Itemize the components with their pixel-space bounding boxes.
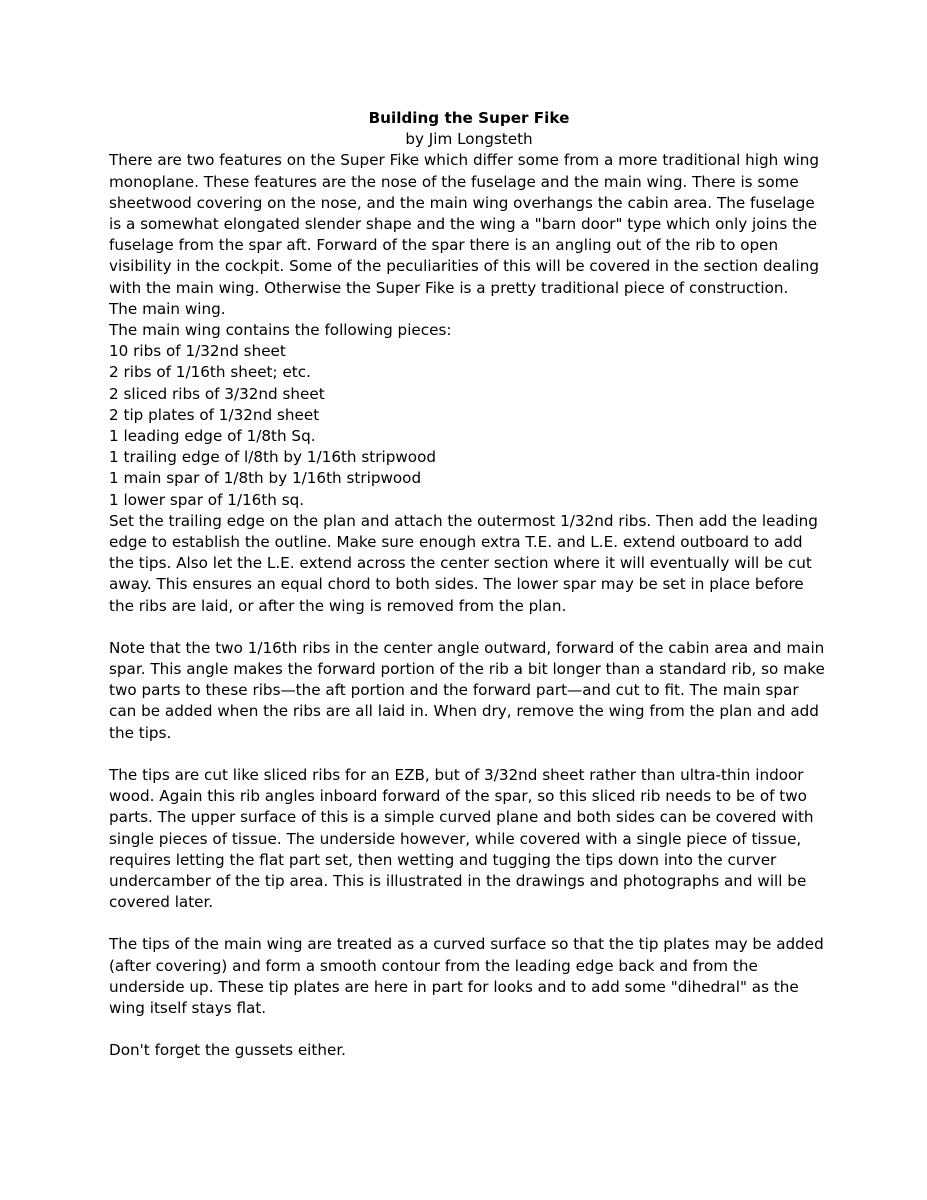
pieces-list-item: 1 leading edge of 1/8th Sq. — [109, 427, 316, 446]
paragraph-gap — [109, 1019, 829, 1040]
document-byline: by Jim Longsteth — [405, 130, 533, 149]
pieces-list-item: 10 ribs of 1/32nd sheet — [109, 342, 286, 361]
tip-plates-paragraph: The tips of the main wing are treated as a curved surface so that the tip plates may be added (after covering) and form a smooth contour from the leading edge back and from the underside up. These tip plates are here in part for looks and to add some "dihedral" as the wing itself stays flat. — [109, 935, 824, 1017]
paragraph-gap — [109, 617, 829, 638]
document-body — [109, 108, 829, 1061]
paragraph-gap — [109, 913, 829, 934]
paragraph-gap — [109, 744, 829, 765]
pieces-list-item: 2 ribs of 1/16th sheet; etc. — [109, 363, 311, 382]
tips-paragraph: The tips are cut like sliced ribs for an EZB, but of 3/32nd sheet rather than ultra-thin indoor wood. Again this rib angles inboard forward of the spar, so this sliced rib needs to be of two parts. The upper surface of this is a simple curved plane and both sides can be covered with single pieces of tissue. The underside however, while covered with a single piece of tissue, requires letting the flat part set, then wetting and tugging the tips down into the curver undercamber of the tip area. This is illustrated in the drawings and photographs and will be covered later. — [109, 765, 814, 912]
gussets-paragraph: Don't forget the gussets either. — [109, 1041, 346, 1060]
assembly-paragraph: Set the trailing edge on the plan and attach the outermost 1/32nd ribs. Then add the leading edge to establish the outline. Make sure enough extra T.E. and L.E. extend outboard to add the tips. Also let the L.E. extend across the center section where it will eventually will be cut away. This ensures an equal chord to both sides. The lower spar may be set in place before the ribs are laid, or after the wing is removed from the plan. — [109, 511, 818, 615]
intro-paragraph: There are two features on the Super Fike which differ some from a more traditional high wing monoplane. These features are the nose of the fuselage and the main wing. There is some sheetwood covering on the nose, and the main wing overhangs the cabin area. The fuselage is a somewhat elongated slender shape and the wing a "barn door" type which only joins the fuselage from the spar aft. Forward of the spar there is an angling out of the rib to open visibility in the cockpit. Some of the peculiarities of this will be covered in the section dealing with the main wing. Otherwise the Super Fike is a pretty traditional piece of construction. — [109, 151, 820, 297]
pieces-list-item: 2 tip plates of 1/32nd sheet — [109, 405, 320, 424]
pieces-list-item: 1 main spar of 1/8th by 1/16th stripwood — [109, 469, 422, 488]
pieces-list-item: 2 sliced ribs of 3/32nd sheet — [109, 384, 325, 403]
pieces-list-item: 1 lower spar of 1/16th sq. — [109, 490, 305, 509]
pieces-list-item: 1 trailing edge of l/8th by 1/16th stripwood — [109, 448, 437, 467]
section-heading: The main wing. — [109, 299, 226, 318]
pieces-intro: The main wing contains the following pieces: — [109, 321, 452, 340]
center-ribs-paragraph: Note that the two 1/16th ribs in the center angle outward, forward of the cabin area and main spar. This angle makes the forward portion of the rib a bit longer than a standard rib, so make two parts to these ribs—the aft portion and the forward part—and cut to fit. The main spar can be added when the ribs are all laid in. When dry, remove the wing from the plan and add the tips. — [109, 638, 825, 742]
document-title: Building the Super Fike — [368, 109, 570, 127]
